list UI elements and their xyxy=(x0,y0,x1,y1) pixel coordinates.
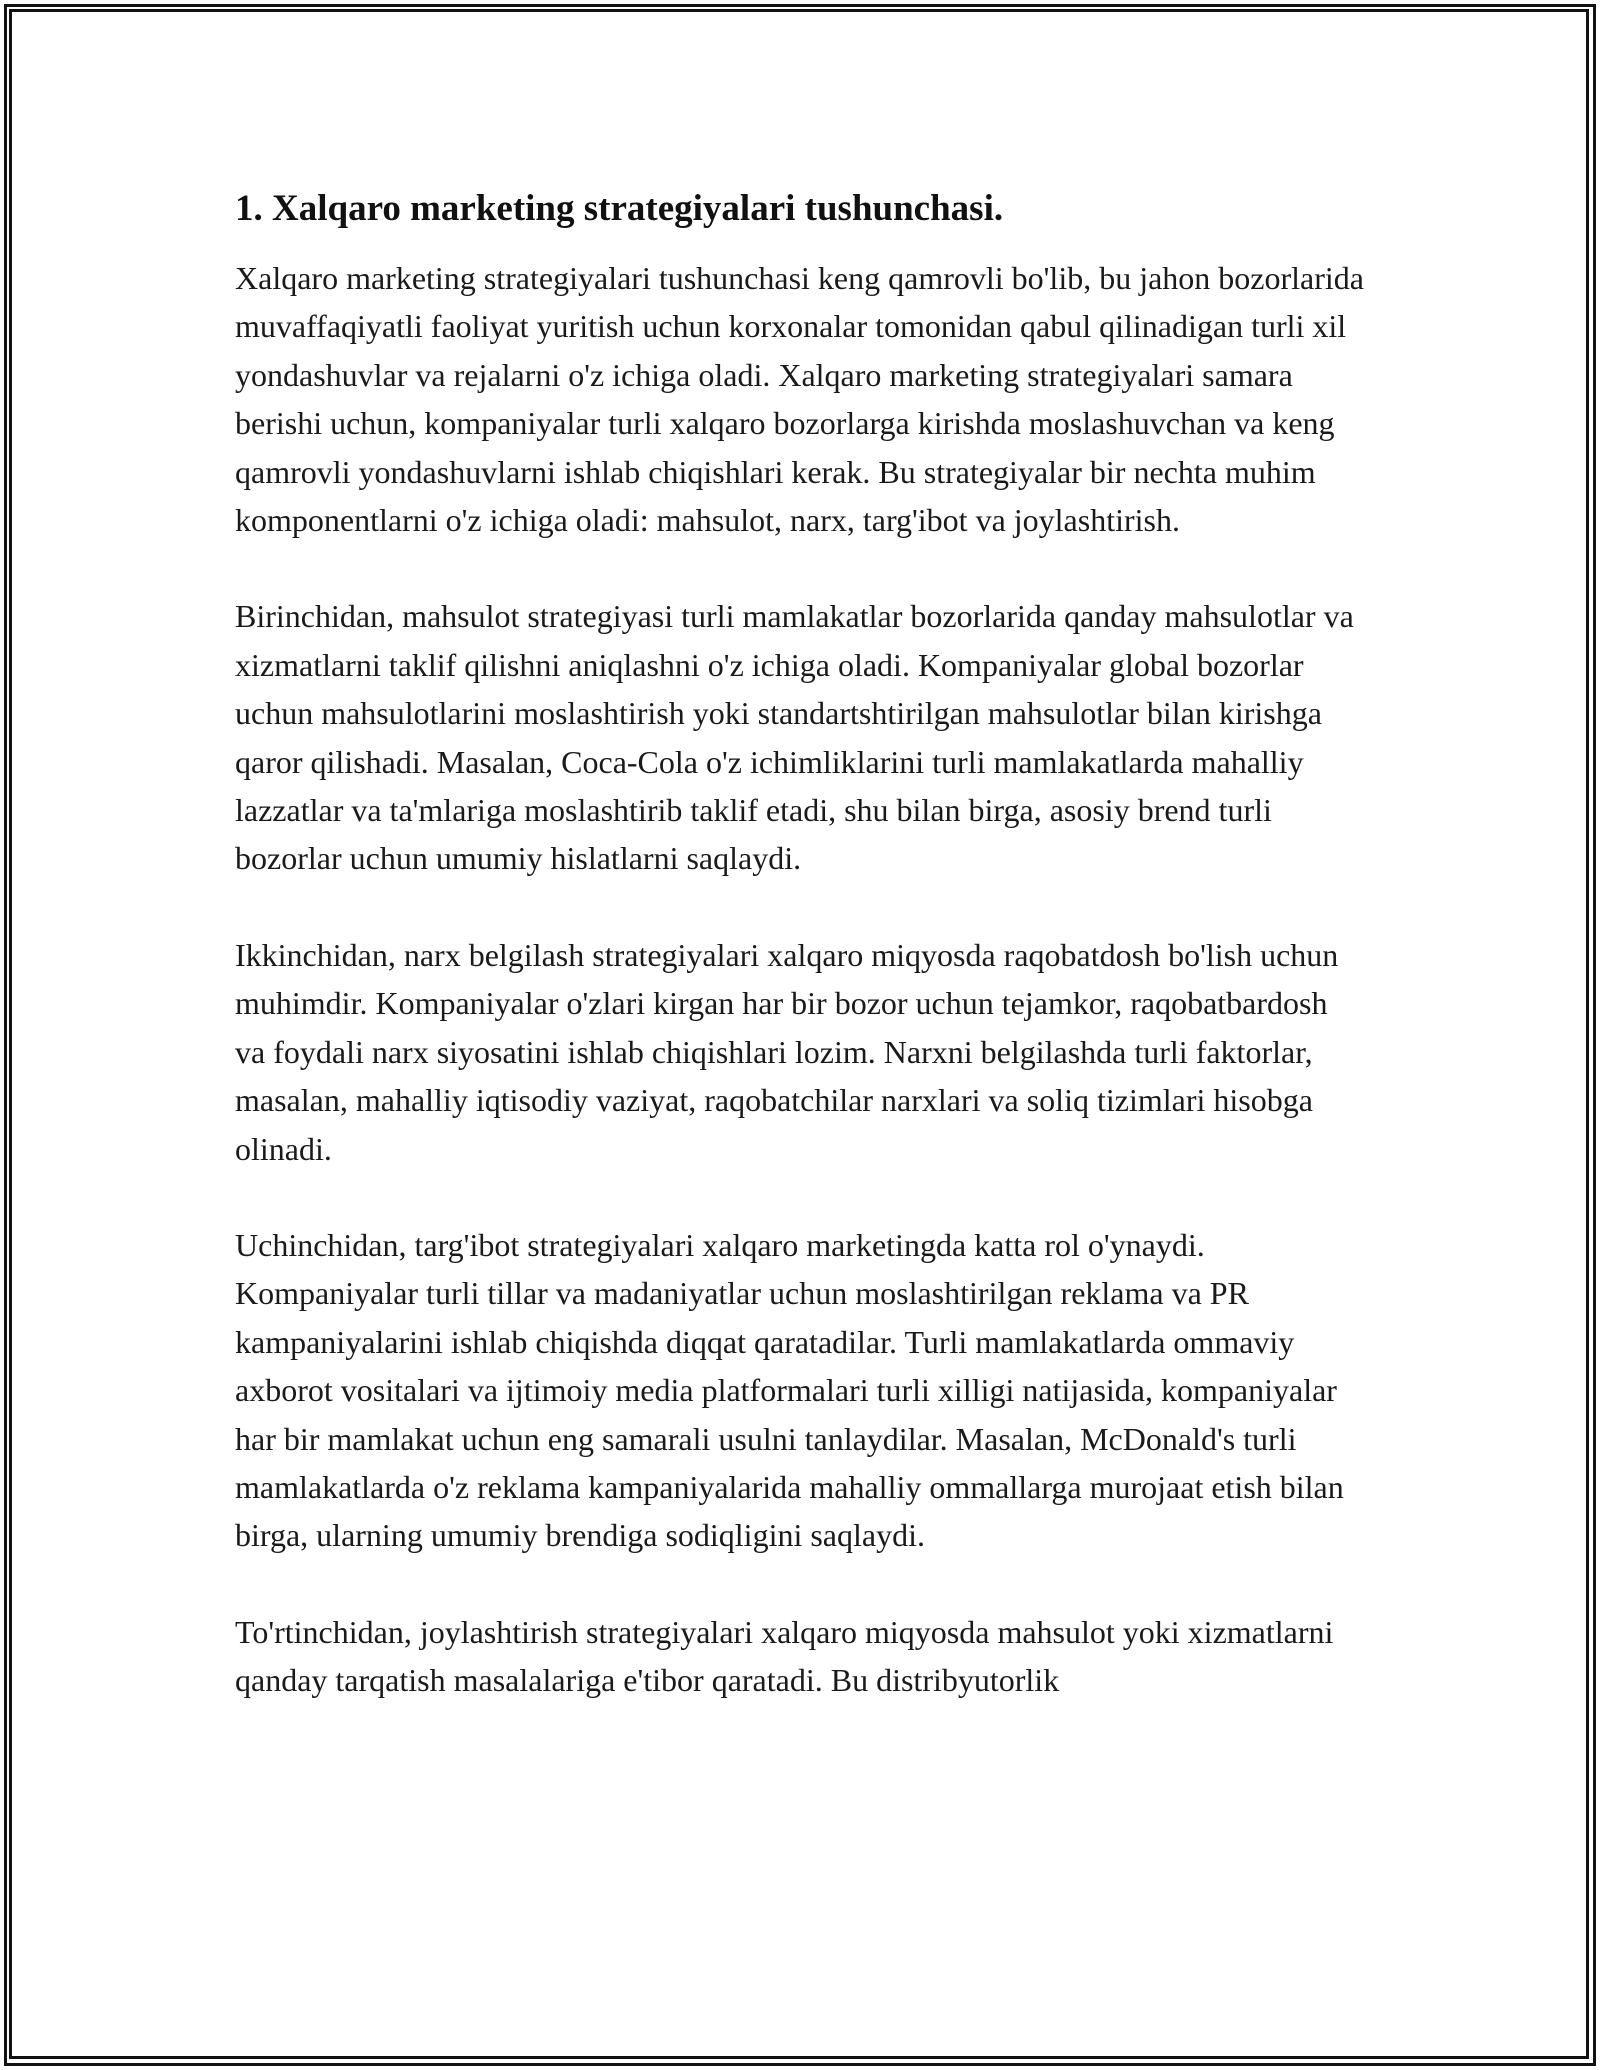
document-page xyxy=(235,185,1365,1753)
section-heading: 1. Xalqaro marketing strategiyalari tushunchasi. xyxy=(235,188,1004,229)
paragraph-pricing-strategy: Ikkinchidan, narx belgilash strategiyalari xalqaro miqyosda raqobatdosh bo'lish uchun muhimdir. Kompaniyalar o'zlari kirgan har bir bozor uchun tejamkor, raqobatbardosh va foydali narx siyosatini ishlab chiqishlari lozim. Narxni belgilashda turli faktorlar, masalan, mahalliy iqtisodiy vaziyat, raqobatchilar narxlari va soliq tizimlari hisobga olinadi. xyxy=(235,936,1339,1167)
paragraph-placement-strategy: To'rtinchidan, joylashtirish strategiyalari xalqaro miqyosda mahsulot yoki xizmatlarni qanday tarqatish masalalariga e'tibor qaratadi. Bu distribyutorlik xyxy=(235,1613,1334,1699)
paragraph-product-strategy: Birinchidan, mahsulot strategiyasi turli mamlakatlar bozorlarida qanday mahsulotlar va xizmatlarni taklif qilishni aniqlashni o'z ichiga oladi. Kompaniyalar global bozorlar uchun mahsulotlarini moslashtirish yoki standartshtirilgan mahsulotlar bilan kirishga qaror qilishadi. Masalan, Coca-Cola o'z ichimliklarini turli mamlakatlarda mahalliy lazzatlar va ta'mlariga moslashtirib taklif etadi, shu bilan birga, asosiy brend turli bozorlar uchun umumiy hislatlarni saqlaydi. xyxy=(235,598,1354,877)
paragraph-promotion-strategy: Uchinchidan, targ'ibot strategiyalari xalqaro marketingda katta rol o'ynaydi. Kompaniyalar turli tillar va madaniyatlar uchun moslashtirilgan reklama va PR kampaniyalarini ishlab chiqishda diqqat qaratadilar. Turli mamlakatlarda ommaviy axborot vositalari va ijtimoiy media platformalari turli xilligi natijasida, kompaniyalar har bir mamlakat uchun eng samarali usulni tanlaydilar. Masalan, McDonald's turli mamlakatlarda o'z reklama kampaniyalarida mahalliy ommallarga murojaat etish bilan birga, ularning umumiy brendiga sodiqligini saqlaydi. xyxy=(235,1226,1344,1554)
paragraph-intro: Xalqaro marketing strategiyalari tushunchasi keng qamrovli bo'lib, bu jahon bozorlarida muvaffaqiyatli faoliyat yuritish uchun korxonalar tomonidan qabul qilinadigan turli xil yondashuvlar va rejalarni o'z ichiga oladi. Xalqaro marketing strategiyalari samara berishi uchun, kompaniyalar turli xalqaro bozorlarga kirishda moslashuvchan va keng qamrovli yondashuvlarni ishlab chiqishlari kerak. Bu strategiyalar bir nechta muhim komponentlarni o'z ichiga oladi: mahsulot, narx, targ'ibot va joylashtirish. xyxy=(235,260,1364,539)
